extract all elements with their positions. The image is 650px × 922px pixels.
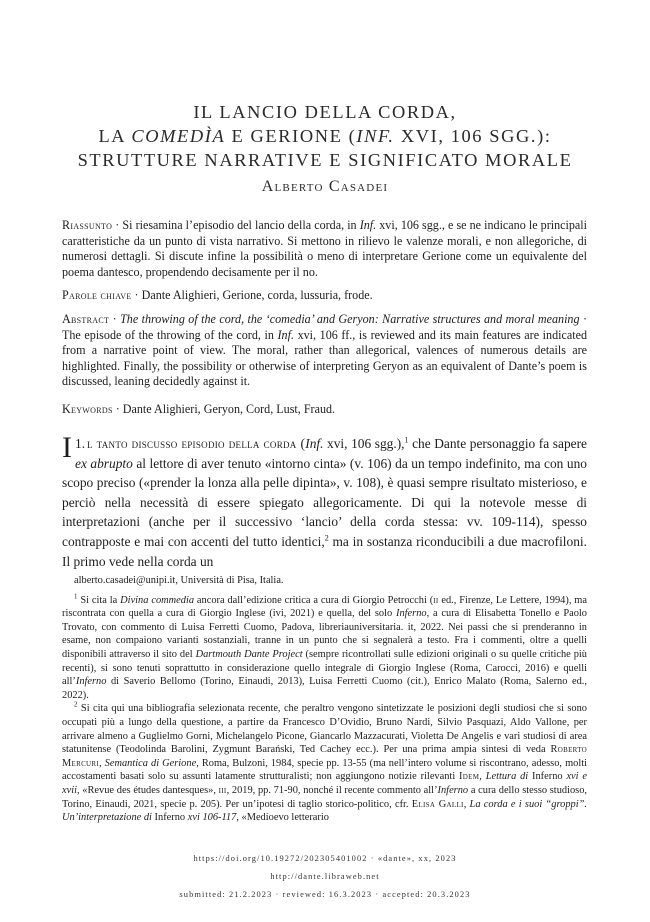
note-text-sc: Elisa Galli xyxy=(411,798,464,810)
title-text: LA xyxy=(98,126,132,146)
body-text: xvi, 106 sgg.), xyxy=(323,436,405,451)
keywords xyxy=(62,402,587,418)
abstract-text: · The episode of the throwing of the cord, in xyxy=(62,312,587,342)
note-text: di Saverio Bellomo (Torino, Einaudi, 2013), Luisa Ferretti Cuomo (cit.), Enrico Malato (Roma, Salerno ed., 2022). xyxy=(62,676,587,701)
note-text-italic: Inferno xyxy=(437,784,469,796)
abstract-text-italic: Inf. xyxy=(277,327,294,342)
footnote-ref-2: 2 xyxy=(324,533,329,543)
title-text-italic: COMEDÌA xyxy=(131,126,226,146)
separator: · xyxy=(112,402,123,416)
note-text: Si cita la xyxy=(77,594,121,606)
riassunto-text-italic: Inf. xyxy=(359,218,377,232)
footnote-2 xyxy=(62,702,587,824)
note-text-sc: iii xyxy=(218,784,227,796)
footnote-mark: 1 xyxy=(74,592,78,601)
doi-line: https://doi.org/10.19272/202305401002 · «dante», xx, 2023 xyxy=(193,854,457,863)
riassunto-text: Si riesamina l’episodio del lancio della corda, in xyxy=(122,218,360,232)
note-text-italic: La corda e i suoi “groppi”. Un’interpretazione di xyxy=(62,798,587,824)
note-text: , «Medioevo letterario xyxy=(236,812,329,824)
note-text: (sempre ricontrollati sulle edizioni originali o su quelle critiche più recenti), si sono tenuti soprattutto in considerazione quello integrale di Giorgio Inglese (Roma, Carocci, 2016) e quelli all’ xyxy=(62,648,587,688)
note-text: , xyxy=(99,757,105,769)
drop-cap: I xyxy=(62,431,72,464)
parole-chiave-text: Dante Alighieri, Gerione, corda, lussuria, frode. xyxy=(141,288,373,302)
note-text: , Roma, Bulzoni, 1984, specie pp. 13-55 (ma nell’intero volume si riscontrano, adesso, molti accostamenti basati solo su assunti latamente strutturalisti; non aggiungono notizie rilevanti xyxy=(62,757,588,783)
separator: · xyxy=(112,218,123,232)
body-text: che Dante personaggio fa sapere xyxy=(408,436,587,451)
riassunto-label: Riassunto xyxy=(62,218,113,232)
note-text: ancora dall’edizione critica a cura di Giorgio Petrocchi ( xyxy=(194,594,434,606)
footnote-ref-1: 1 xyxy=(404,435,409,445)
note-text: , 2019, pp. 71-90, nonché il recente commento all’ xyxy=(226,784,438,796)
note-text-italic: Lettura di xyxy=(485,771,529,783)
abstract-title: The throwing of the cord, the ‘comedia’ and Geryon: Narrative structures and moral meaning xyxy=(120,312,580,326)
body-text: l tanto discusso episodio della corda ( xyxy=(87,436,306,451)
note-text-italic: Inferno xyxy=(396,608,427,620)
note-text: , a cura di Elisabetta Tonello e Paolo Trovato, con commento di Luisa Ferretti Cuomo, Padova, libreriauniversitaria. it, 2022. Nei passi che si prenderanno in esame, non compaiono varianti sostanziali, tranne in un punto che si segnalerà a testo. Fra i commenti, oltre a quelli disponibili attraverso il sito del xyxy=(62,608,587,660)
abstract-text: xvi, 106 ff., is reviewed and its main features are indicated from a narrative point of view. The moral, rather than allegorical, valences of numerous details are highlighted. Finally, the possibility or otherwise of interpreting Geryon as an equivalent of Dante’s poem is discussed, leaning decidedly against it. xyxy=(62,327,587,389)
riassunto-text: xvi, 106 sgg., e se ne indicano le principali caratteristiche da un punto di vista narrativo. Si mettono in rilievo le valenze morali, e non allegoriche, di numerosi dettagli. Si discute infine la possibilità o meno di interpretare Gerione come un equivalente del poema dantesco, propendendo decisamente per il no. xyxy=(62,218,588,279)
body-paragraph xyxy=(62,431,587,571)
riassunto xyxy=(62,218,587,280)
note-text: ed., Firenze, Le Lettere, 1994), ma riscontrata con quella a cura di Giorgio Inglese (ivi, 2021) e quella, del solo xyxy=(62,594,587,620)
note-text: , xyxy=(479,771,486,783)
abstract xyxy=(62,312,587,390)
note-text-sc: ii xyxy=(433,594,439,606)
parole-chiave-label: Parole chiave xyxy=(62,288,132,302)
website-line: http://dante.libraweb.net xyxy=(270,872,380,881)
footnotes xyxy=(62,574,587,825)
keywords-text: Dante Alighieri, Geryon, Cord, Lust, Fraud. xyxy=(122,402,336,416)
footnote-1 xyxy=(62,594,587,703)
title-text: XVI, 106 SGG.): xyxy=(394,126,552,146)
title-text: E GERIONE ( xyxy=(225,126,357,146)
title-line-3: STRUTTURE NARRATIVE E SIGNIFICATO MORALE xyxy=(77,150,573,170)
dates-line: submitted: 21.2.2023 · reviewed: 16.3.2023 · accepted: 20.3.2023 xyxy=(179,890,471,899)
note-text: a cura dello stesso studioso, Torino, Einaudi, 2021, specie p. 205). Per un’ipotesi di taglio storico-politico, cfr. xyxy=(62,784,588,810)
separator: · xyxy=(109,312,121,326)
footnote-mark: 2 xyxy=(74,700,78,709)
note-text-italic: xvi e xvii xyxy=(62,771,587,796)
note-text-sc: Idem xyxy=(459,771,480,783)
title-line-1: IL LANCIO DELLA CORDA, xyxy=(193,102,457,122)
title-line-2 xyxy=(0,124,650,148)
note-text-italic: Semantica di Gerione xyxy=(104,757,197,769)
note-text-italic: xvi 106-117 xyxy=(187,812,237,824)
section-number: 1. xyxy=(75,436,86,451)
author-name: Alberto Casadei xyxy=(261,178,389,195)
note-text-italic: Divina commedia xyxy=(120,594,195,606)
note-text: Si cita qui una bibliografia selezionata recente, che peraltro vengono sintetizzate le posizioni degli studiosi che si sono occupati più a lungo della questione, a partire da Francesco D’Ovidio, Bruno Nardi, Silvio Pasquazi, Aldo Vallone, per arrivare almeno a Guglielmo Gorni, Michelangelo Picone, Giancarlo Mazzacurati, Violetta De Angelis e vari studiosi di area statunitense (Teodolinda Barolini, Zygmunt Barański, Ted Cachey ecc.). Per una prima ampia sintesi di veda xyxy=(62,703,587,756)
note-text: , xyxy=(463,798,470,810)
title-text-italic: INF. xyxy=(356,126,395,146)
affiliation: alberto.casadei@unipi.it, Università di Pisa, Italia. xyxy=(74,575,284,586)
body-text: al lettore di aver tenuto «intorno cinta» (v. 106) da un tempo indefinito, ma con uno scopo preciso («prender la lonza alla pelle dipinta», v. 108), è quasi sempre risultato misterioso, e perciò nella necessità di essere spiegato allegoricamente. Di qui la notevole messe di interpretazioni (anche per il successivo ‘lancio’ della corda stessa: vv. 109-114), spesso contrapposte e mai con accenti del tutto identici, xyxy=(62,455,587,549)
body-text-italic: Inf. xyxy=(305,436,324,451)
note-text-italic: Inferno xyxy=(75,676,107,688)
note-text-sc: Roberto Mercuri xyxy=(62,744,587,769)
body-text-italic: ex abrupto xyxy=(75,455,133,471)
note-text: Inferno xyxy=(528,771,567,783)
parole-chiave xyxy=(62,288,587,304)
abstract-label: Abstract xyxy=(62,312,110,326)
body-text: ma in sostanza riconducibili a due macrofiloni. Il primo vede nella corda un xyxy=(62,533,587,569)
keywords-label: Keywords xyxy=(62,402,113,416)
note-text-italic: Dartmouth Dante Project xyxy=(195,648,303,660)
note-text: Inferno xyxy=(151,812,188,824)
separator: · xyxy=(131,288,142,302)
note-text: , «Revue des études dantesques», xyxy=(77,784,219,796)
